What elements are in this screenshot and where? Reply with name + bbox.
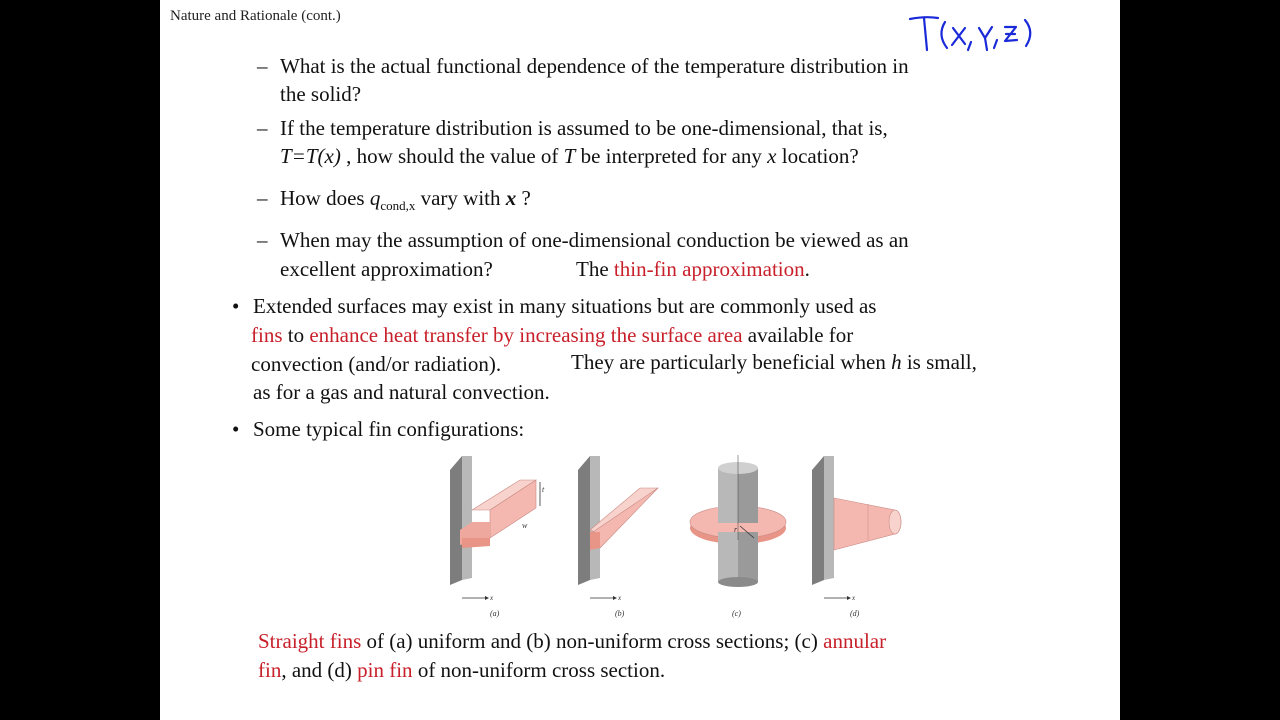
subscript-cond-x: cond,x: [380, 198, 416, 213]
fins-term: fins: [251, 323, 283, 347]
bullet-1-line-1: Extended surfaces may exist in many situations but are commonly used as: [253, 294, 877, 318]
question-3: [280, 184, 531, 220]
question-1-line-1: What is the actual functional dependence of the temperature distribution in: [280, 54, 909, 78]
text: location?: [776, 144, 859, 168]
question-2-line-2: [280, 142, 859, 170]
fin-diagram-b: [578, 456, 658, 600]
text: vary with: [415, 186, 506, 210]
text: of (a) uniform and (b) non-uniform cross sections; (c): [361, 629, 824, 653]
label-x-d: x: [852, 594, 856, 602]
question-1-line-2: the solid?: [280, 82, 362, 106]
text: .: [804, 257, 810, 281]
text: to: [282, 323, 310, 347]
caption-line-2: [258, 656, 665, 684]
bullet-marker: •: [232, 294, 240, 318]
label-x-b: x: [618, 594, 622, 602]
label-d: (d): [850, 609, 860, 618]
annular-term: annular: [823, 629, 887, 653]
label-t: t: [542, 485, 545, 494]
straight-fins-term: Straight fins: [258, 629, 362, 653]
var-h: h: [891, 350, 902, 374]
fin-diagram-c: [690, 455, 786, 587]
fin-diagram-d: [812, 456, 901, 600]
text: of non-uniform cross section.: [412, 658, 666, 682]
var-x: x: [767, 144, 777, 168]
dash-marker: –: [257, 116, 268, 140]
dash-marker: –: [257, 228, 268, 252]
slide: [160, 0, 1120, 720]
text: The: [576, 257, 614, 281]
bullet-1-line-4: as for a gas and natural convection.: [253, 380, 550, 404]
var-t: T: [563, 144, 576, 168]
question-4-line-2: excellent approximation?: [280, 257, 493, 281]
text: , and (d): [281, 658, 358, 682]
answer-thin-fin: [576, 255, 810, 283]
label-r: r: [734, 525, 738, 534]
bullet-1-line-3a: convection (and/or radiation).: [251, 352, 502, 376]
fin-configurations-figure: [440, 450, 910, 625]
var-x-bold: x: [505, 186, 517, 210]
caption-line-1: [258, 627, 886, 655]
question-4-line-1: When may the assumption of one-dimensional conduction be viewed as an: [280, 228, 909, 252]
fin-term: fin: [258, 658, 282, 682]
text: They are particularly beneficial when: [571, 350, 892, 374]
question-2-line-1: If the temperature distribution is assumed to be one-dimensional, that is,: [280, 116, 888, 140]
slide-header: Nature and Rationale (cont.): [170, 8, 341, 24]
text: ?: [516, 186, 531, 210]
label-b: (b): [615, 609, 625, 618]
text: be interpreted for any: [575, 144, 768, 168]
text: is small,: [901, 350, 977, 374]
thin-fin-approximation: thin-fin approximation: [613, 257, 805, 281]
enhance-heat-transfer-phrase: enhance heat transfer by increasing the surface area: [309, 323, 743, 347]
label-c: (c): [732, 609, 741, 618]
pin-fin-term: pin fin: [357, 658, 413, 682]
bullet-marker: •: [232, 417, 240, 441]
bullet-2: Some typical fin configurations:: [253, 417, 525, 441]
dash-marker: –: [257, 54, 268, 78]
equation-t-of-x: T=T(x): [280, 144, 341, 168]
text: , how should the value of: [340, 144, 564, 168]
label-a: (a): [490, 609, 500, 618]
dash-marker: –: [257, 186, 268, 210]
var-q: q: [369, 186, 381, 210]
handwritten-annotation: [905, 10, 1055, 55]
bullet-1-line-3b: [571, 348, 977, 376]
text: available for: [742, 323, 854, 347]
label-x-a: x: [490, 594, 494, 602]
bullet-1-line-2: [251, 321, 853, 349]
label-w: w: [522, 521, 528, 530]
text: How does: [280, 186, 370, 210]
